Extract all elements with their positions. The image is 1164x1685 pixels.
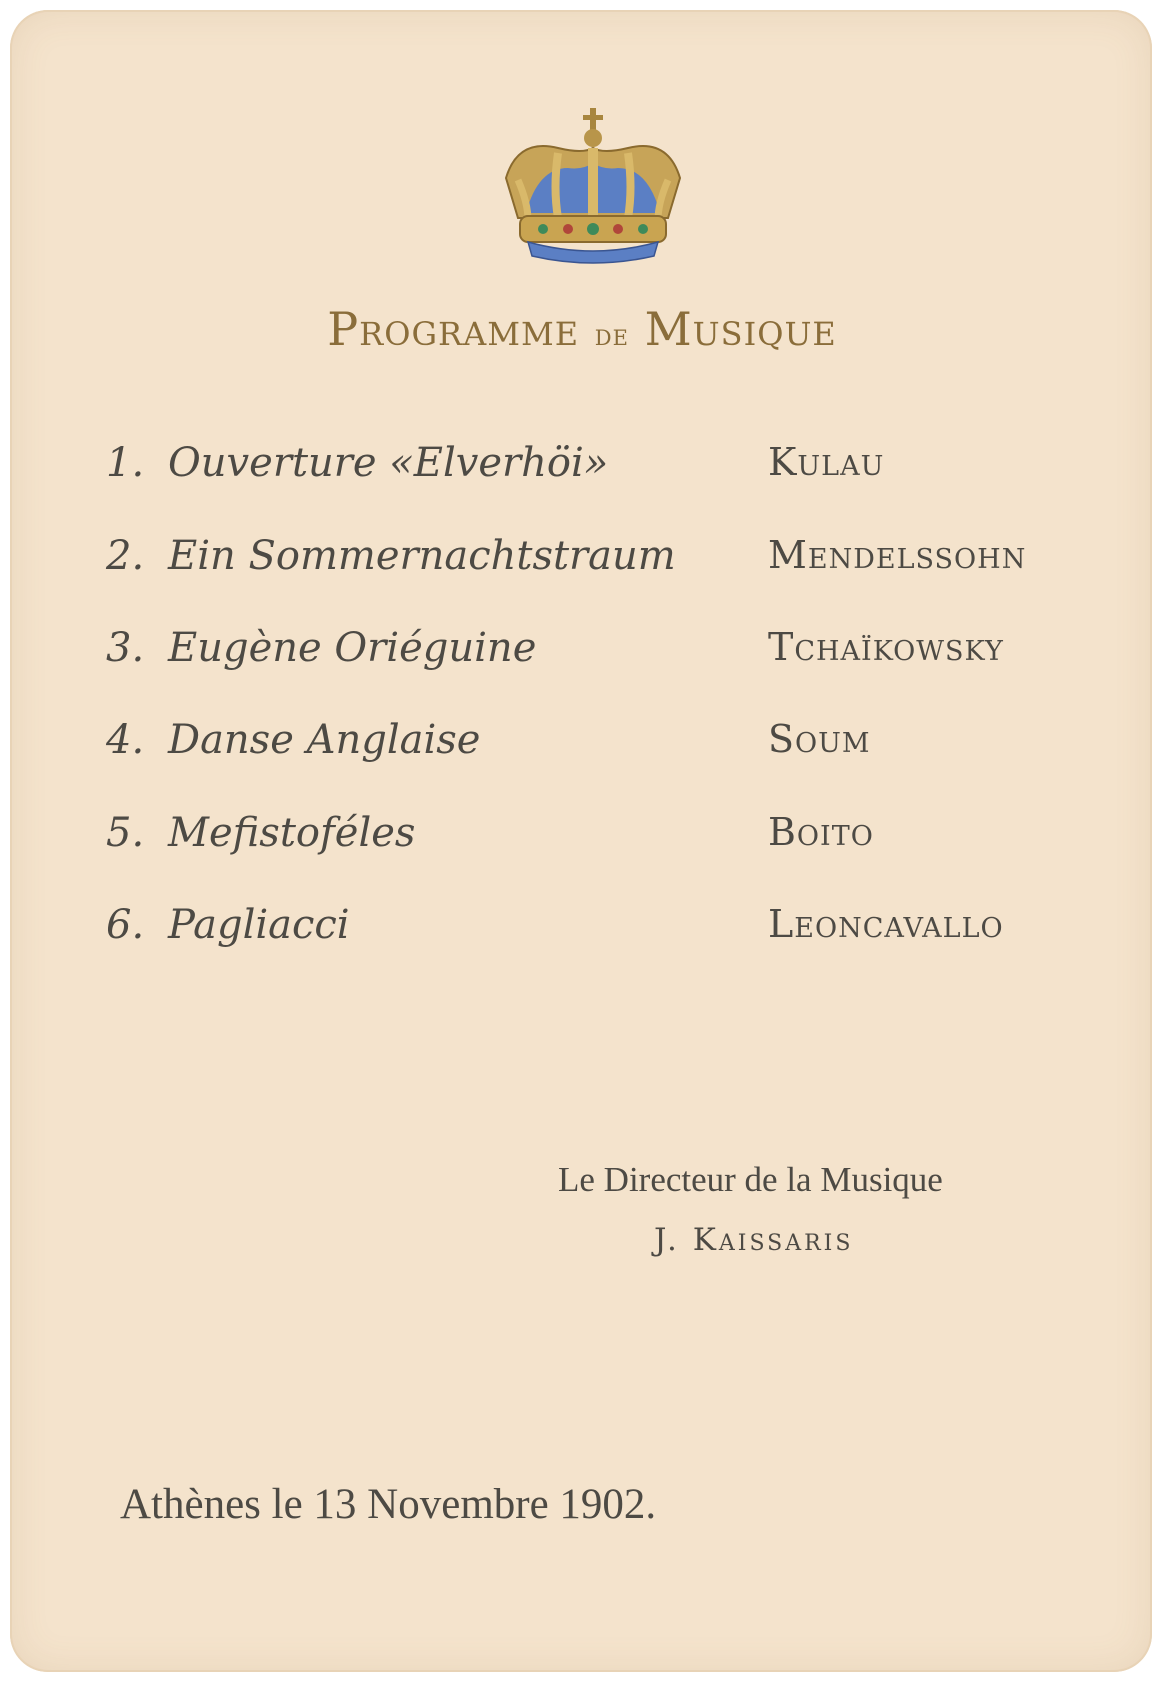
programme-composer: Leoncavallo [768, 902, 1004, 946]
dateline: Athènes le 13 Novembre 1902. [120, 1481, 657, 1528]
programme-composer: Soum [768, 717, 871, 761]
programme-piece: Pagliacci [168, 902, 350, 948]
programme-number: 2. [106, 533, 145, 579]
programme-number: 4. [106, 717, 145, 763]
programme-piece: Danse Anglaise [168, 717, 481, 763]
programme-card [10, 10, 1152, 1672]
title-word-de: de [594, 318, 629, 353]
programme-composer: Boito [768, 810, 874, 854]
programme-piece: Ein Sommernachtstraum [168, 533, 676, 579]
programme-title [0, 302, 1164, 356]
programme-number: 1. [106, 440, 145, 486]
programme-composer: Kulau [768, 440, 885, 484]
title-word-programme: Programme [327, 302, 580, 356]
programme-row [0, 533, 1164, 593]
programme-number: 3. [106, 625, 145, 671]
programme-number: 6. [106, 902, 145, 948]
director-label: Le Directeur de la Musique [558, 1160, 943, 1199]
programme-piece: Mefistoféles [168, 810, 416, 856]
programme-number: 5. [106, 810, 145, 856]
royal-crown-icon [498, 108, 688, 268]
programme-row [0, 440, 1164, 500]
programme-row [0, 810, 1164, 870]
programme-composer: Mendelssohn [768, 533, 1027, 577]
programme-row [0, 625, 1164, 685]
title-word-musique: Musique [644, 302, 837, 356]
programme-row [0, 717, 1164, 777]
programme-piece: Eugène Oriéguine [168, 625, 537, 671]
director-name: J. Kaissaris [654, 1222, 854, 1258]
programme-piece: Ouverture «Elverhöi» [168, 440, 609, 486]
programme-composer: Tchaïkowsky [768, 625, 1004, 669]
programme-row [0, 902, 1164, 962]
